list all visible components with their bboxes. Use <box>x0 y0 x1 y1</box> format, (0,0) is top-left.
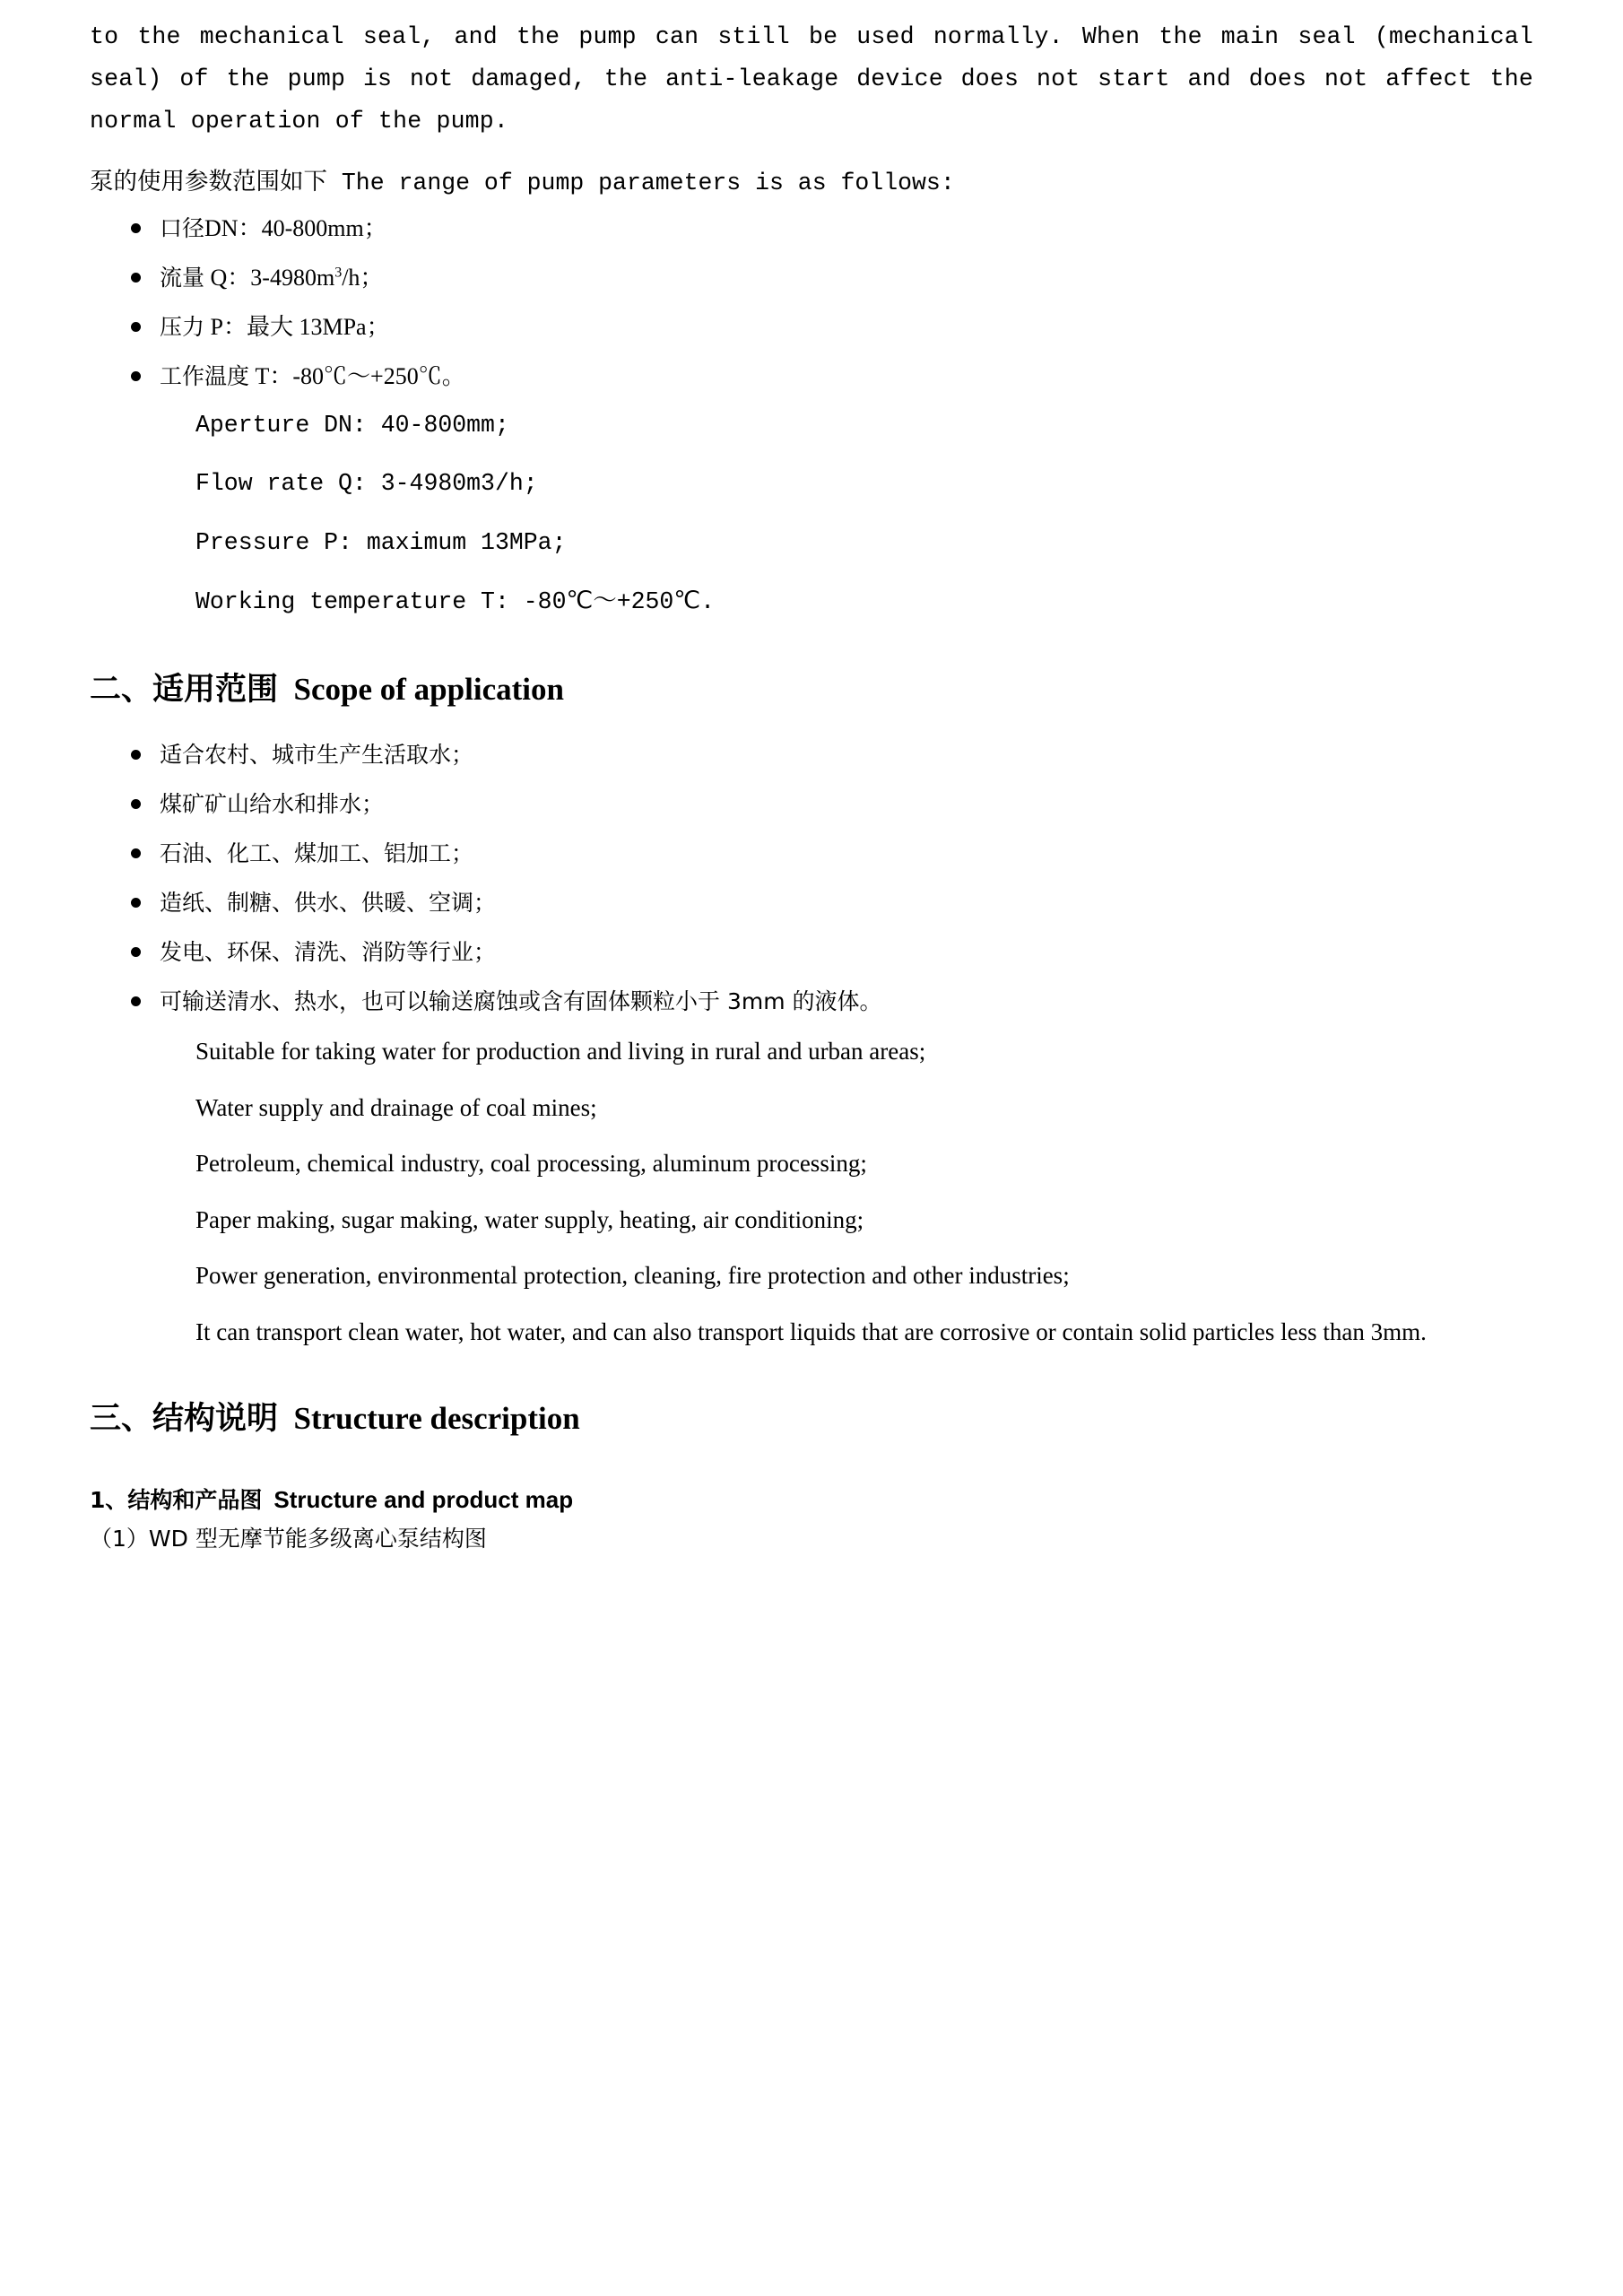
list-item <box>90 309 1533 344</box>
translation-line: Power generation, environmental protection, cleaning, fire protection and other industries; <box>195 1262 1070 1290</box>
scope-item-cn: 造纸、制糖、供水、供暖、空调； <box>160 890 497 917</box>
translation-line: Aperture DN: 40-800mm; <box>195 411 509 439</box>
translation-line: Working temperature T: -80℃～+250℃. <box>195 587 716 615</box>
scope-item-cn: 煤矿矿山给水和排水； <box>160 791 385 818</box>
subsection-item-label: （1）WD 型无摩节能多级离心泵结构图 <box>90 1526 487 1552</box>
param-value: T：-80℃～+250℃。 <box>255 362 465 389</box>
subsection-heading-structure-map <box>90 1483 1533 1518</box>
param-label-cn: 压力 <box>160 313 205 340</box>
section-heading-structure <box>90 1398 1533 1440</box>
param-value-tail: /h； <box>342 264 384 291</box>
param-label-cn: 流量 <box>160 264 205 291</box>
pump-parameter-translations <box>90 408 1533 621</box>
list-item <box>90 885 1533 920</box>
section-number: 三、 <box>90 1401 153 1438</box>
list-item <box>90 836 1533 871</box>
section-number: 二、 <box>90 671 153 708</box>
scope-translations <box>90 1033 1533 1350</box>
translation-line: Pressure P: maximum 13MPa; <box>195 529 567 557</box>
translation-line: Paper making, sugar making, water supply, heating, air conditioning; <box>195 1205 864 1233</box>
range-heading-cn: 泵的使用参数范围如下 <box>90 170 327 197</box>
translation-line: Petroleum, chemical industry, coal processing, aluminum processing; <box>195 1150 867 1178</box>
list-item <box>90 359 1533 394</box>
list-item <box>90 787 1533 822</box>
list-item <box>90 984 1533 1019</box>
param-superscript: 3 <box>334 264 343 280</box>
scope-item-cn: 适合农村、城市生产生活取水； <box>160 742 474 769</box>
section-title-cn: 结构说明 <box>152 1401 279 1438</box>
scope-item-cn: 发电、环保、清洗、消防等行业； <box>160 939 497 966</box>
list-item <box>90 260 1533 295</box>
translation-line: Suitable for taking water for production and living in rural and urban areas; <box>195 1038 926 1065</box>
section-title-en: Scope of application <box>293 671 564 707</box>
range-heading-en: The range of pump parameters is as follows: <box>341 170 955 197</box>
section-title-cn: 适用范围 <box>152 671 279 708</box>
section-title-en: Structure description <box>293 1401 580 1437</box>
param-value: DN：40-800mm； <box>204 214 387 241</box>
translation-line: Flow rate Q: 3-4980m3/h; <box>195 470 538 498</box>
list-item <box>90 211 1533 246</box>
intro-paragraph: to the mechanical seal, and the pump can still be used normally. When the main seal (mechanical seal) of the pump is not damaged, the anti-leakage device does not start and does not affect the normal operation of the pump. <box>90 23 1533 135</box>
scope-list-cn <box>90 737 1533 1019</box>
subsection-title-cn: 1、结构和产品图 <box>90 1486 263 1513</box>
param-value: Q：3-4980m <box>210 264 335 291</box>
param-value: P：最大 13MPa； <box>210 313 390 340</box>
param-label-cn: 口径 <box>160 214 205 241</box>
pump-parameter-list <box>90 211 1533 394</box>
list-item <box>90 935 1533 970</box>
section-heading-scope <box>90 669 1533 711</box>
scope-item-cn: 可输送清水、热水，也可以输送腐蚀或含有固体颗粒小于 3mm 的液体。 <box>160 988 882 1015</box>
param-label-cn: 工作温度 <box>160 362 250 389</box>
pump-parameter-range-heading <box>90 162 1533 204</box>
translation-line: Water supply and drainage of coal mines; <box>195 1093 597 1121</box>
translation-line: It can transport clean water, hot water, and can also transport liquids that are corrosive or contain solid particles less than 3mm. <box>195 1318 1427 1345</box>
list-item <box>90 737 1533 772</box>
subsection-title-en: Structure and product map <box>273 1485 574 1513</box>
scope-item-cn: 石油、化工、煤加工、铝加工； <box>160 840 474 867</box>
